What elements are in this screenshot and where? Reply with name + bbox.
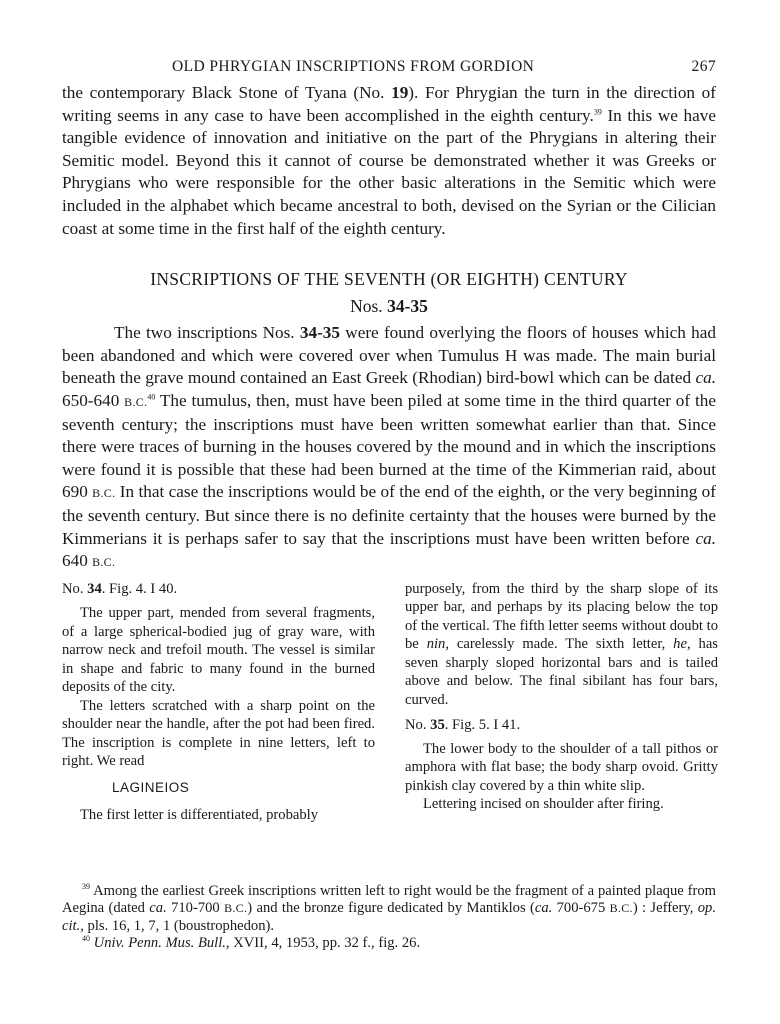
- running-head: [62, 58, 716, 82]
- page: [62, 58, 716, 830]
- no34-letters: The letters scratched with a sharp point on the shoulder near the handle, after the pot had been fired. The inscription is complete in nine letters, left to right. We read: [62, 697, 375, 770]
- footnote-40: $^{40}$ Univ. Penn. Mus. Bull., XVII, 4, 1953, pp. 32 f., fig. 26.: [82, 934, 421, 951]
- two-column-catalogue: [62, 580, 716, 830]
- page-number: 267: [691, 58, 716, 75]
- no34-continuation: purposely, from the third by the sharp slope of its upper bar, and perhaps by its placing below the top of the vertical. The fifth letter seems without doubt to be nin, carelessly made. The sixth letter, he, has seven sharply sloped horizontal bars and is tailed above and below. The final sibilant has four bars, curved.: [405, 580, 718, 708]
- running-head-title: OLD PHRYGIAN INSCRIPTIONS FROM GORDION: [172, 58, 535, 75]
- section-heading: INSCRIPTIONS OF THE SEVENTH (OR EIGHTH) CENTURY: [150, 269, 628, 290]
- footnotes: [62, 883, 716, 952]
- footnote-ref-40[interactable]: 40: [147, 392, 156, 402]
- no34-description: The upper part, mended from several fragments, of a large spherical-bodied jug of gray ware, with narrow neck and trefoil mouth. The vessel is similar in shape and fabric to many found in the burned deposits of the city.: [62, 605, 375, 696]
- right-column: [405, 580, 718, 814]
- nos-heading: Nos. 34-35: [350, 296, 428, 317]
- intro-paragraph: the contemporary Black Stone of Tyana (No. 19). For Phrygian the turn in the direction of writing seems in any case to have been accomplished in the eighth century.$^{39}$ In this we have tangible evidence of innovation and initiative on the part of the Phrygians in altering their Semitic model. Beyond this it cannot of course be demonstrated whether it was Greeks or Phrygians who were responsible for the other basic alterations in the Semitic which were included in the alphabet which became ancestral to both, devised on the Syrian or the Cilician coast at some time in the first half of the eighth century.: [62, 83, 716, 238]
- left-column: [62, 580, 375, 825]
- inscription-reading: LAGINEIOS: [112, 779, 190, 795]
- entry-heading-no35: No. 35. Fig. 5. I 41.: [405, 717, 521, 734]
- no35-lettering: Lettering incised on shoulder after firing.: [423, 796, 664, 813]
- no34-first-letter: The first letter is differentiated, probably: [80, 807, 319, 824]
- no35-description: The lower body to the shoulder of a tall pithos or amphora with flat base; the body sharp ovoid. Gritty pinkish clay covered by a thin white slip.: [405, 740, 718, 794]
- footnote-ref-39[interactable]: 39: [593, 106, 602, 116]
- entry-heading-no34: No. 34. Fig. 4. I 40.: [62, 580, 178, 597]
- footnote-39: $^{39}$ Among the earliest Greek inscriptions written left to right would be the fragment of a painted plaque from Aegina (dated ca. 710-700 B.C.) and the bronze figure dedicated by Mantiklos (ca. 700-675 B.C.) : Jeffery, op. cit., pls. 16, 1, 7, 1 (boustrophedon).: [62, 882, 716, 934]
- main-paragraph: The two inscriptions Nos. 34-35 were found overlying the floors of houses which had been abandoned and which were covered over when Tumulus H was made. The main burial beneath the grave mound contained an East Greek (Rhodian) bird-bowl which can be dated ca. 650-640 B.C.$^{40}$ The tumulus, then, must have been piled at some time in the third quarter of the seventh century; the inscriptions must have been written somewhat earlier than that. Since there were traces of burning in the houses covered by the mound and in which the inscriptions were found it is possible that these had been burned at the time of the Kimmerian raid, about 690 B.C. In that case the inscriptions would be of the end of the eighth, or the very beginning of the seventh century. But since there is no definite certainty that the houses were burned by the Kimmerians it is perhaps safer to say that the inscriptions must have been written before ca. 640 B.C.: [62, 323, 716, 571]
